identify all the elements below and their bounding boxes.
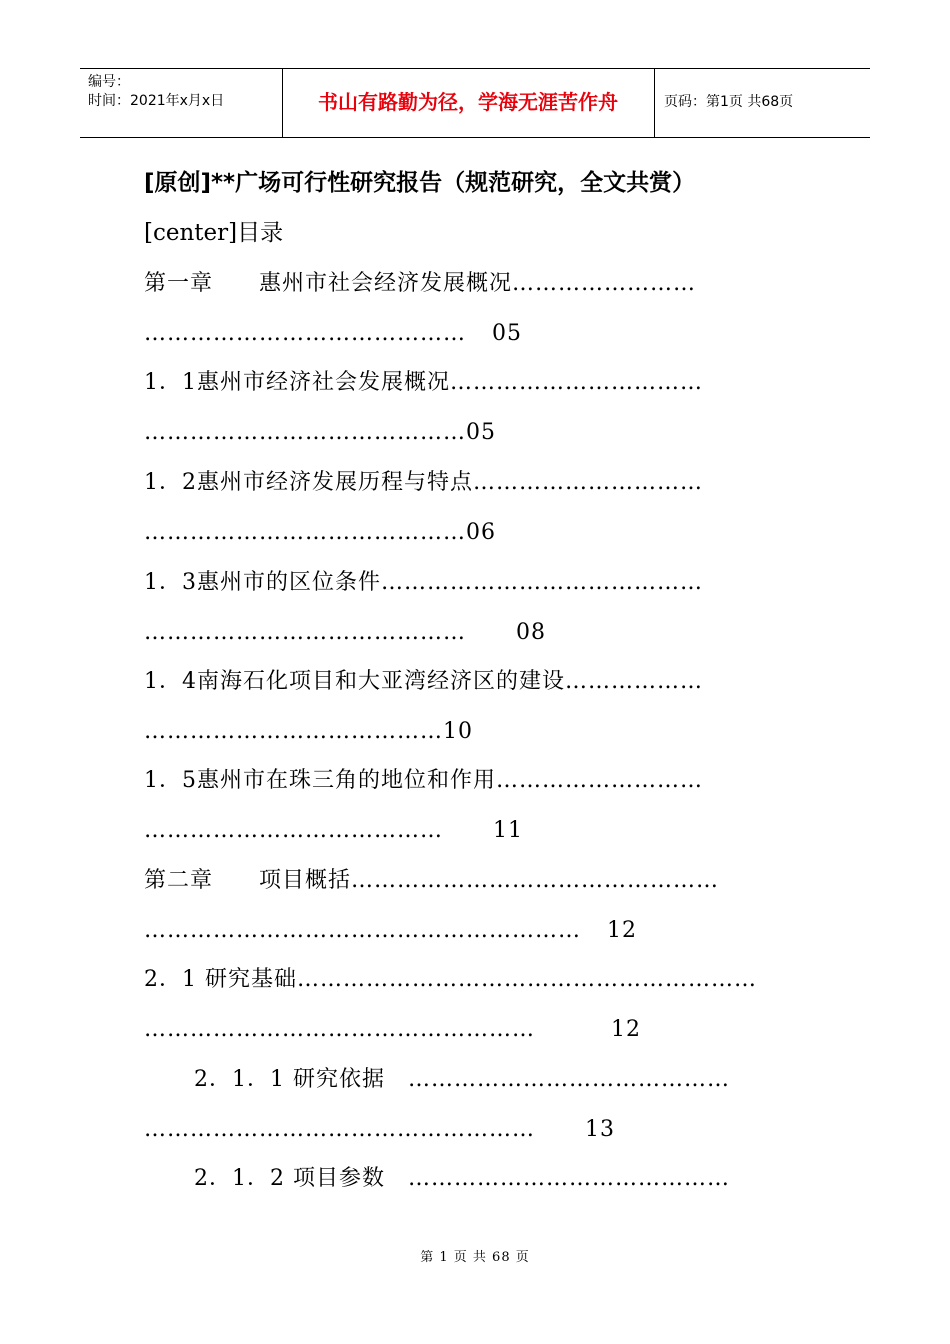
page-header bbox=[80, 68, 870, 138]
toc-leader: …………………………………… bbox=[144, 520, 466, 545]
page-footer: 第 1 页 共 68 页 bbox=[420, 1250, 530, 1265]
toc-entry-line1: 2．1．2 项目参数 …………………………………… bbox=[194, 1166, 730, 1191]
toc-leader: …………………………………… bbox=[144, 420, 466, 445]
toc-leader: ………………………………… bbox=[144, 818, 443, 843]
toc-entry-line2 bbox=[144, 1113, 615, 1147]
toc-page-number: 08 bbox=[516, 620, 546, 645]
number-label: 编号： bbox=[88, 74, 130, 90]
toc-leader: …………………………………………… bbox=[144, 1117, 535, 1142]
toc-entry-line2 bbox=[144, 616, 546, 650]
toc-entry-line1: 1．5惠州市在珠三角的地位和作用……………………… bbox=[144, 768, 703, 793]
toc-entry-line1: 第一章 惠州市社会经济发展概况…………………… bbox=[144, 271, 697, 296]
toc-entry-line2 bbox=[144, 416, 496, 450]
document-title: [原创]**广场可行性研究报告（规范研究，全文共赏） bbox=[144, 170, 696, 196]
toc-entry-line2 bbox=[144, 1013, 641, 1047]
toc-entry-line2 bbox=[144, 516, 496, 550]
time-label: 时间：2021年x月x日 bbox=[88, 93, 225, 109]
toc-leader: …………………………………… bbox=[144, 321, 466, 346]
toc-page-number: 13 bbox=[585, 1117, 615, 1142]
toc-heading: [center]目录 bbox=[144, 220, 284, 246]
toc-page-number: 05 bbox=[466, 420, 496, 445]
header-left bbox=[88, 73, 224, 111]
toc-entry-line2 bbox=[144, 317, 522, 351]
toc-leader: …………………………………… bbox=[144, 620, 466, 645]
toc-leader: …………………………………………… bbox=[144, 1017, 535, 1042]
toc-entry-line1: 1．2惠州市经济发展历程与特点………………………… bbox=[144, 470, 703, 495]
toc-entry-line2 bbox=[144, 715, 473, 749]
toc-entry-line1: 1．1惠州市经济社会发展概况…………………………… bbox=[144, 370, 703, 395]
toc-entry-line1: 1．4南海石化项目和大亚湾经济区的建设……………… bbox=[144, 669, 703, 694]
toc-page-number: 12 bbox=[607, 918, 637, 943]
toc-entry-line1: 第二章 项目概括………………………………………… bbox=[144, 868, 720, 893]
toc-page-number: 10 bbox=[443, 719, 473, 744]
header-divider bbox=[654, 69, 655, 137]
toc-entry-line1: 1．3惠州市的区位条件…………………………………… bbox=[144, 570, 703, 595]
toc-entry-line1: 2．1 研究基础…………………………………………………… bbox=[144, 967, 757, 992]
toc-entry-line1: 2．1．1 研究依据 …………………………………… bbox=[194, 1067, 730, 1092]
header-page-info: 页码：第1页 共68页 bbox=[664, 94, 794, 110]
toc-page-number: 11 bbox=[493, 818, 523, 843]
toc-entry-line2 bbox=[144, 814, 523, 848]
toc-page-number: 05 bbox=[492, 321, 522, 346]
toc-entry-line2 bbox=[144, 914, 637, 948]
toc-leader: ………………………………………………… bbox=[144, 918, 581, 943]
toc-page-number: 06 bbox=[466, 520, 496, 545]
header-motto: 书山有路勤为径，学海无涯苦作舟 bbox=[318, 90, 618, 114]
toc-leader: ………………………………… bbox=[144, 719, 443, 744]
toc-page-number: 12 bbox=[611, 1017, 641, 1042]
